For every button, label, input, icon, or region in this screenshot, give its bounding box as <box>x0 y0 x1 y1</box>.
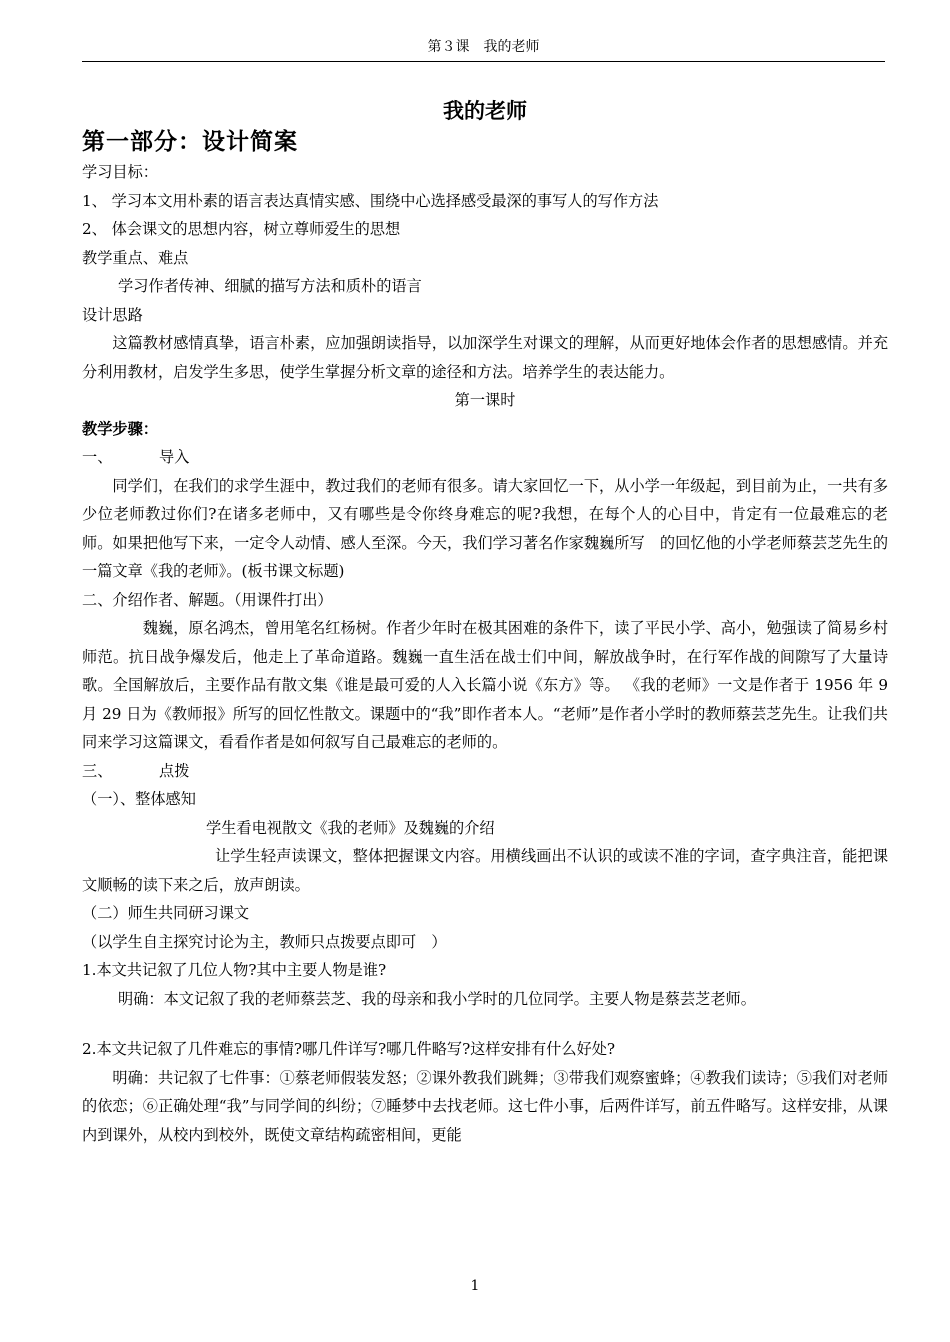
step-1-number: 一、 <box>82 448 113 466</box>
question-2: 2.本文共记叙了几件难忘的事情?哪几件详写?哪几件略写?这样安排有什么好处? <box>82 1040 616 1058</box>
document-body <box>82 96 888 1149</box>
sub-1-line-1: 学生看电视散文《我的老师》及魏巍的介绍 <box>206 818 495 837</box>
focus-text: 学习作者传神、细腻的描写方法和质朴的语言 <box>118 277 422 295</box>
design-label: 设计思路 <box>82 305 143 324</box>
goal-2: 2、 体会课文的思想内容，树立尊师爱生的思想 <box>82 220 401 238</box>
steps-label: 教学步骤： <box>82 419 158 438</box>
sub-2-title: （二）师生共同研习课文 <box>82 904 250 922</box>
step-2-title: 二、介绍作者、解题。（用课件打出） <box>82 590 333 609</box>
step-1-text: 同学们，在我们的求学生涯中，教过我们的老师有很多。请大家回忆一下，从小学一年级起，到目前为止，一共有多少位老师教过你们?在诸多老师中，又有哪些是令你终身难忘的呢?我想，在每个人的心目中，肯定有一位最难忘的老师。如果把他写下来，一定令人动情、感人至深。今天，我们学习著名作家魏巍所写 的回忆他的小学老师蔡芸芝先生的一篇文章《我的老师》。(板书课文标题) <box>82 476 888 580</box>
part-one-title: 第一部分：设计简案 <box>82 128 298 155</box>
step-3-title: 点拨 <box>159 761 190 780</box>
step-1-heading <box>82 443 888 472</box>
design-text: 这篇教材感情真挚，语言朴素，应加强朗读指导，以加深学生对课文的理解，从而更好地体会作者的思想感情。并充分利用教材，启发学生多思，使学生掌握分析文章的途径和方法。培养学生的表达能力。 <box>82 334 888 381</box>
step-3-heading <box>82 757 888 786</box>
blank-line <box>82 1013 888 1035</box>
sub-2-note: （以学生自主探究讨论为主，教师只点拨要点即可 ） <box>82 932 447 951</box>
page-number: 1 <box>470 1278 480 1294</box>
sub-1-title: （一）、整体感知 <box>82 790 196 808</box>
goals-label: 学习目标： <box>82 163 158 181</box>
answer-1: 明确：本文记叙了我的老师蔡芸芝、我的母亲和我小学时的几位同学。主要人物是蔡芸芝老师。 <box>118 989 756 1008</box>
document-title: 我的老师 <box>443 98 527 123</box>
question-1: 1.本文共记叙了几位人物?其中主要人物是谁? <box>82 961 387 979</box>
step-2-text: 魏巍，原名鸿杰，曾用笔名红杨树。作者少年时在极其困难的条件下，读了平民小学、高小，勉强读了简易乡村师范。抗日战争爆发后，他走上了革命道路。魏巍一直生活在战士们中间，解放战争时，在行军作战的间隙写了大量诗歌。全国解放后，主要作品有散文集《谁是最可爱的人入长篇小说《东方》等。 《我的老师》一文是作者于 1956 年 9 月 29 日为《教师报》所写的回忆性散文。课题中的“我”即作者本人。“老师”是作者小学时的教师蔡芸芝先生。让我们共同来学习这篇课文，看看作者是如何叙写自己最难忘的老师的。 <box>82 619 888 751</box>
answer-2: 明确：共记叙了七件事：①蔡老师假装发怒；②课外教我们跳舞；③带我们观察蜜蜂；④教我们读诗；⑤我们对老师的依恋；⑥正确处理“我”与同学间的纠纷；⑦睡梦中去找老师。这七件小事，后两件详写，前五件略写。这样安排，从课内到课外，从校内到校外，既使文章结构疏密相间，更能 <box>82 1068 888 1144</box>
focus-label: 教学重点、难点 <box>82 248 189 267</box>
sub-1-line-2: 让学生轻声读课文，整体把握课文内容。用横线画出不认识的或读不准的字词，查字典注音，能把课文顺畅的读下来之后，放声朗读。 <box>82 847 888 894</box>
step-1-title: 导入 <box>159 448 190 466</box>
page-header: 第３课 我的老师 <box>82 36 885 62</box>
step-3-number: 三、 <box>82 761 113 780</box>
period-label: 第一课时 <box>454 391 516 409</box>
goal-1: 1、 学习本文用朴素的语言表达真情实感、围绕中心选择感受最深的事写人的写作方法 <box>82 191 659 210</box>
